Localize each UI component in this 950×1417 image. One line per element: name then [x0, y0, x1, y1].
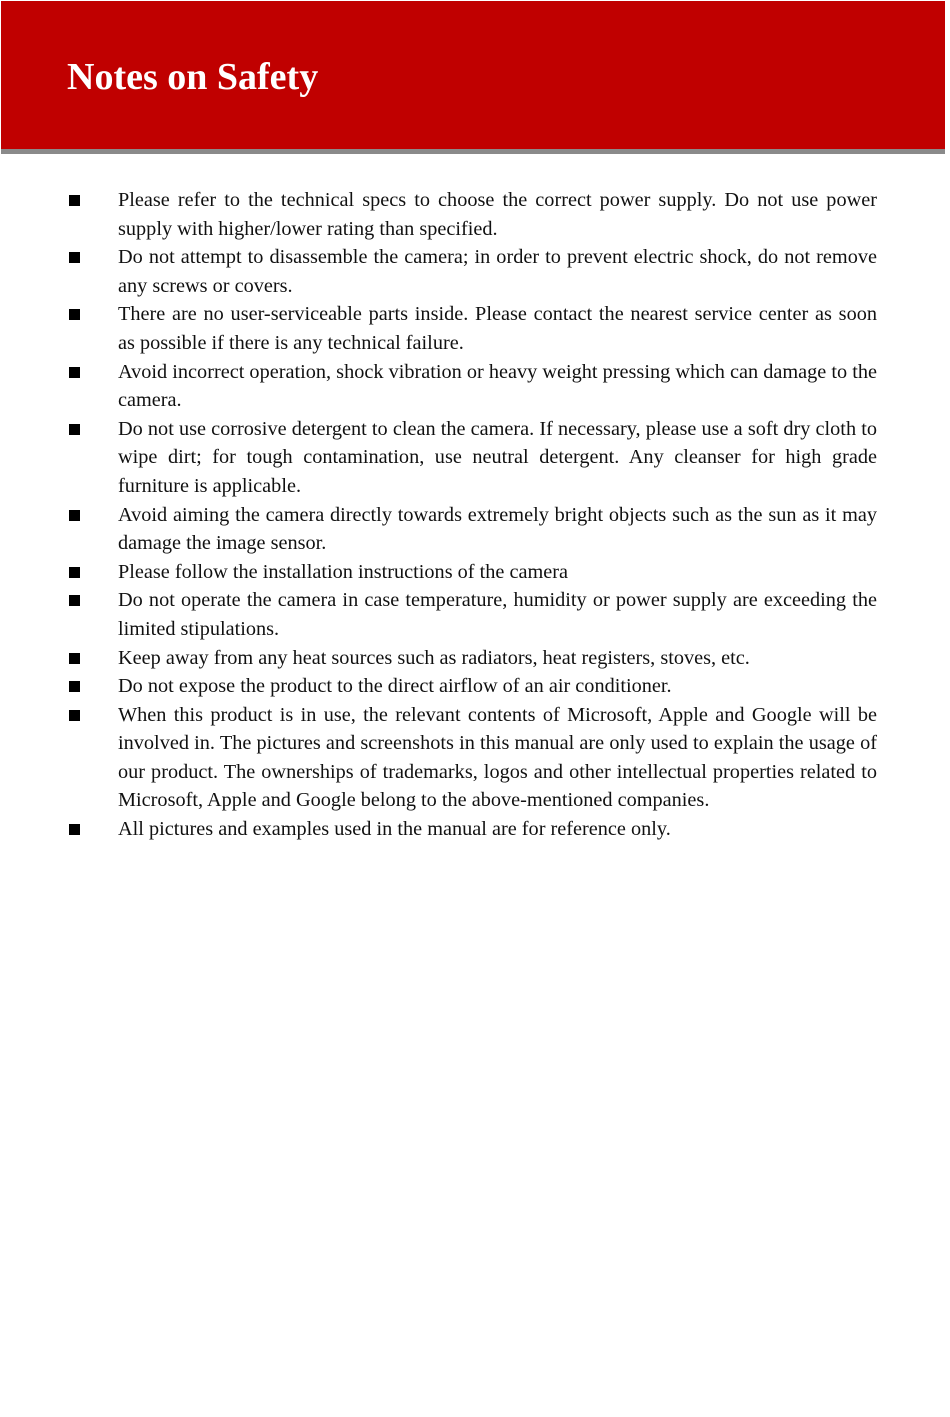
- list-item: [0, 358, 877, 415]
- list-item: [0, 701, 877, 815]
- list-item: [0, 415, 877, 501]
- safety-notes-list: [0, 186, 950, 844]
- note-text: Please refer to the technical specs to choose the correct power supply. Do not use power supply with higher/lower rating than specified.: [118, 189, 877, 240]
- list-item: [0, 644, 877, 673]
- square-bullet-icon: [69, 309, 80, 320]
- note-text: Please follow the installation instructions of the camera: [118, 560, 569, 583]
- list-item: [0, 672, 877, 701]
- square-bullet-icon: [69, 681, 80, 692]
- note-text: Avoid aiming the camera directly towards extremely bright objects such as the sun as it may damage the image sensor.: [118, 503, 877, 555]
- square-bullet-icon: [69, 195, 80, 206]
- note-text: When this product is in use, the relevant contents of Microsoft, Apple and Google will be involved in. The pictures and screenshots in this manual are only used to explain the usage of our product. The ownerships of trademarks, logos and other intellectual properties related to Microsoft, Apple and Google belong to the above-mentioned companies.: [118, 703, 877, 812]
- note-text: Do not operate the camera in case temperature, humidity or power supply are exceeding the limited stipulations.: [118, 589, 877, 640]
- list-item: [0, 186, 877, 243]
- header-band: [1, 1, 945, 154]
- note-text: Do not attempt to disassemble the camera; in order to prevent electric shock, do not remove any screws or covers.: [118, 246, 877, 297]
- square-bullet-icon: [69, 367, 80, 378]
- note-text: Keep away from any heat sources such as radiators, heat registers, stoves, etc.: [118, 646, 750, 669]
- square-bullet-icon: [69, 567, 80, 578]
- list-item: [0, 501, 877, 558]
- list-item: [0, 815, 877, 844]
- square-bullet-icon: [69, 653, 80, 664]
- square-bullet-icon: [69, 252, 80, 263]
- square-bullet-icon: [69, 824, 80, 835]
- list-item: [0, 586, 877, 643]
- square-bullet-icon: [69, 510, 80, 521]
- note-text: There are no user-serviceable parts inside. Please contact the nearest service center as soon as possible if there is any technical failure.: [118, 303, 877, 354]
- list-item: [0, 243, 877, 300]
- note-text: Avoid incorrect operation, shock vibration or heavy weight pressing which can damage to the camera.: [118, 360, 877, 412]
- square-bullet-icon: [69, 595, 80, 606]
- square-bullet-icon: [69, 424, 80, 435]
- list-item: [0, 300, 877, 357]
- note-text: All pictures and examples used in the manual are for reference only.: [118, 818, 671, 841]
- note-text: Do not expose the product to the direct airflow of an air conditioner.: [118, 675, 672, 698]
- list-item: [0, 558, 877, 587]
- note-text: Do not use corrosive detergent to clean the camera. If necessary, please use a soft dry cloth to wipe dirt; for tough contamination, use neutral detergent. Any cleanser for high grade furniture is applicable.: [118, 417, 877, 497]
- page-title: Notes on Safety: [67, 56, 319, 98]
- square-bullet-icon: [69, 710, 80, 721]
